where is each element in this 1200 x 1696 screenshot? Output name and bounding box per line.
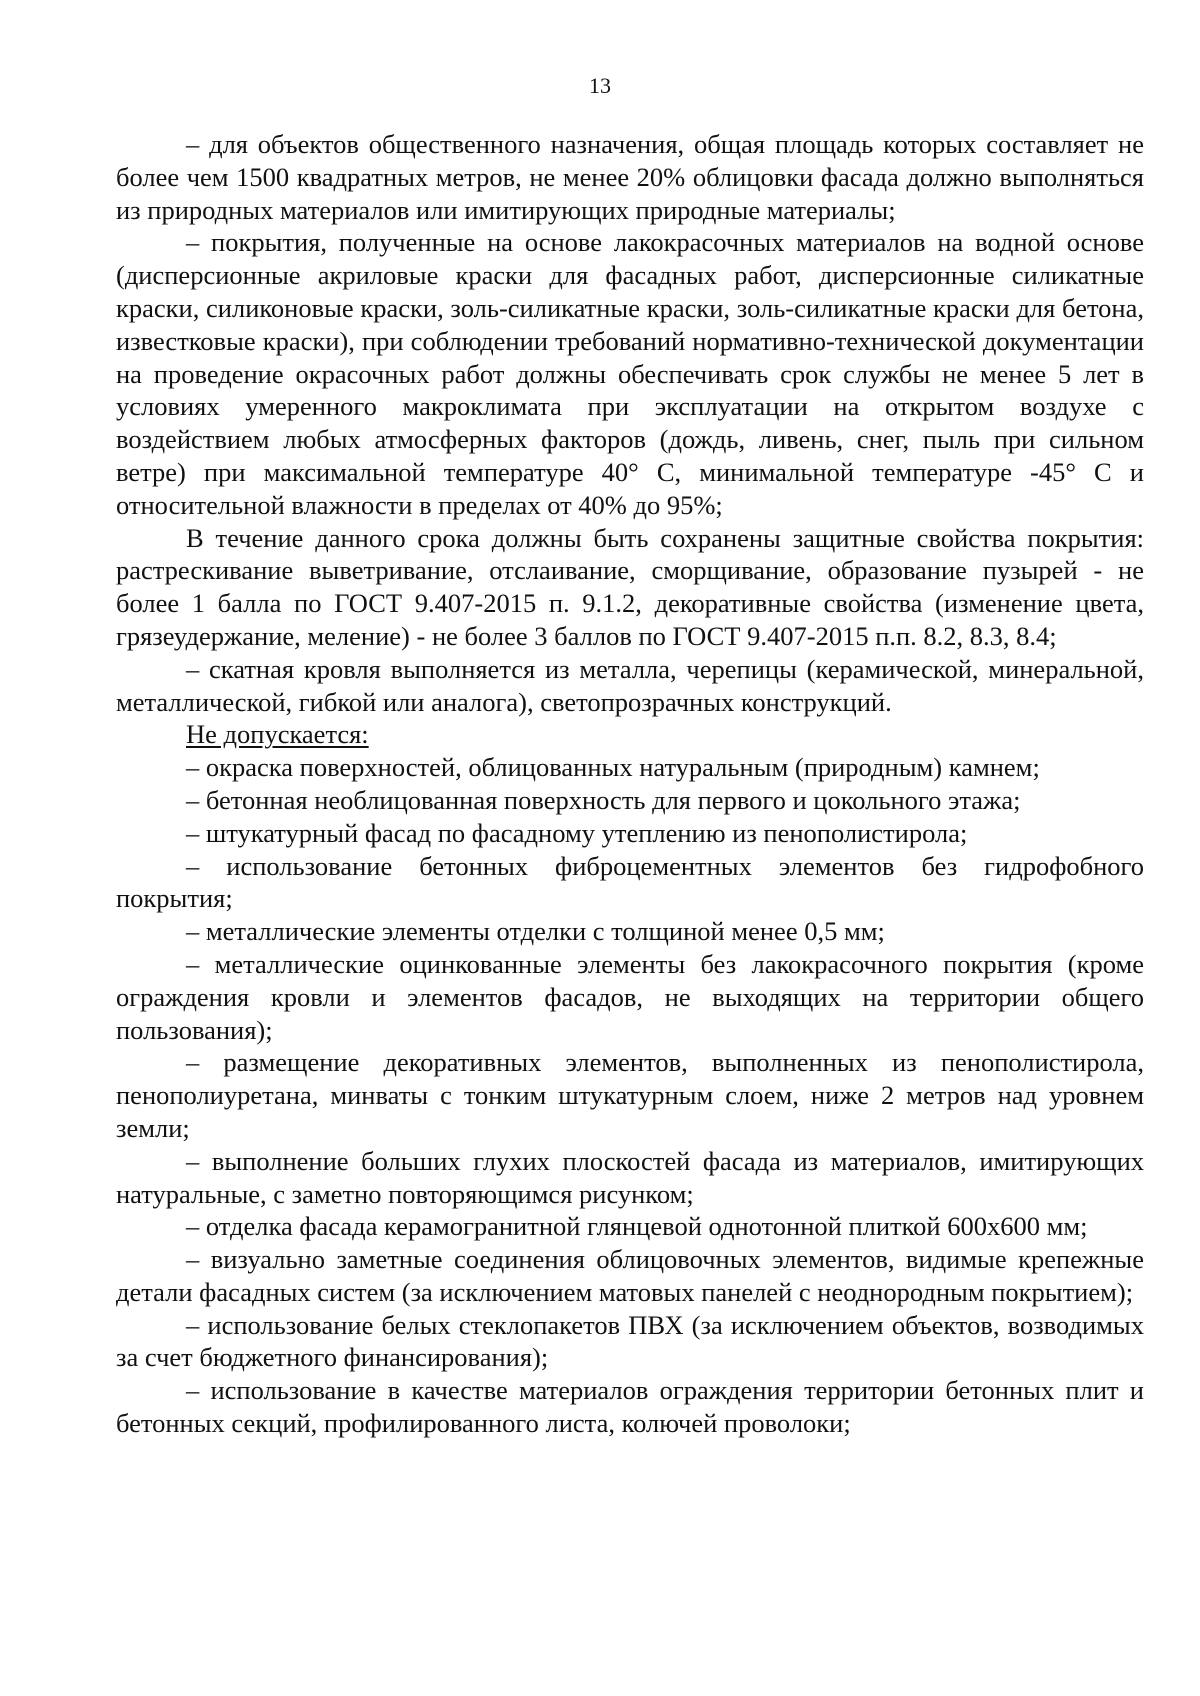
list-item-thin-metal: – металлические элементы отделки с толщиной менее 0,5 мм;: [186, 916, 885, 947]
document-body: [116, 128, 1144, 1440]
list-item-stone-painting: – окраска поверхностей, облицованных натуральным (природным) камнем;: [186, 752, 1040, 783]
list-item-decorative-foam: – размещение декоративных элементов, выполненных из пенополистирола, пенополиуретана, минваты с тонким штукатурным слоем, ниже 2 метров над уровнем земли;: [116, 1047, 1144, 1143]
list-item-plaster-facade: – штукатурный фасад по фасадному утеплению из пенополистирола;: [186, 817, 968, 848]
list-item-visible-joints: – визуально заметные соединения облицовочных элементов, видимые крепежные детали фасадных систем (за исключением матовых панелей с неоднородным покрытием);: [116, 1244, 1144, 1307]
list-item-fiber-cement: – использование бетонных фиброцементных элементов без гидрофобного покрытия;: [116, 850, 1144, 914]
paragraph-protective-properties: В течение данного срока должны быть сохранены защитные свойства покрытия: растрескивание выветривание, отслаивание, сморщивание, образование пузырей - не более 1 балла по ГОСТ 9.407-2015 п. 9.1.2, декоративные свойства (изменение цвета, грязеудержание, меление) - не более 3 баллов по ГОСТ 9.407-2015 п.п. 8.2, 8.3, 8.4;: [116, 522, 1144, 651]
section-heading-not-allowed: Не допускается:: [186, 719, 369, 750]
page-number: 13: [589, 73, 611, 98]
list-item-white-pvc: – использование белых стеклопакетов ПВХ (за исключением объектов, возводимых за счет бюджетного финансирования);: [116, 1309, 1144, 1373]
paragraph-water-based-coatings: – покрытия, полученные на основе лакокрасочных материалов на водной основе (дисперсионные акриловые краски для фасадных работ, дисперсионные силикатные краски, силиконовые краски, золь-силикатные краски, золь-силикатные краски для бетона, известковые краски), при соблюдении требований нормативно-технической документации на проведение окрасочных работ должны обеспечивать срок службы не менее 5 лет в условиях умеренного макроклимата при эксплуатации на открытом воздухе с воздействием любых атмосферных факторов (дождь, ливень, снег, пыль при сильном ветре) при максимальной температуре 40° С, минимальной температуре -45° С и относительной влажности в пределах от 40% до 95%;: [116, 227, 1144, 520]
list-item-blank-surfaces: – выполнение больших глухих плоскостей фасада из материалов, имитирующих натуральные, с заметно повторяющимся рисунком;: [116, 1145, 1144, 1209]
paragraph-public-buildings-facade: – для объектов общественного назначения, общая площадь которых составляет не более чем 1500 квадратных метров, не менее 20% облицовки фасада должно выполняться из природных материалов или имитирующих природные материалы;: [116, 129, 1144, 225]
list-item-bare-concrete: – бетонная необлицованная поверхность для первого и цокольного этажа;: [186, 784, 1021, 815]
list-item-glossy-tile: – отделка фасада керамогранитной глянцевой однотонной плиткой 600х600 мм;: [186, 1211, 1088, 1242]
list-item-fencing-materials: – использование в качестве материалов ограждения территории бетонных плит и бетонных секций, профилированного листа, колючей проволоки;: [116, 1375, 1144, 1439]
list-item-galvanized-metal: – металлические оцинкованные элементы без лакокрасочного покрытия (кроме ограждения кровли и элементов фасадов, не выходящих на территории общего пользования);: [116, 948, 1144, 1045]
paragraph-pitched-roof: – скатная кровля выполняется из металла, черепицы (керамической, минеральной, металлической, гибкой или аналога), светопрозрачных конструкций.: [116, 653, 1144, 717]
